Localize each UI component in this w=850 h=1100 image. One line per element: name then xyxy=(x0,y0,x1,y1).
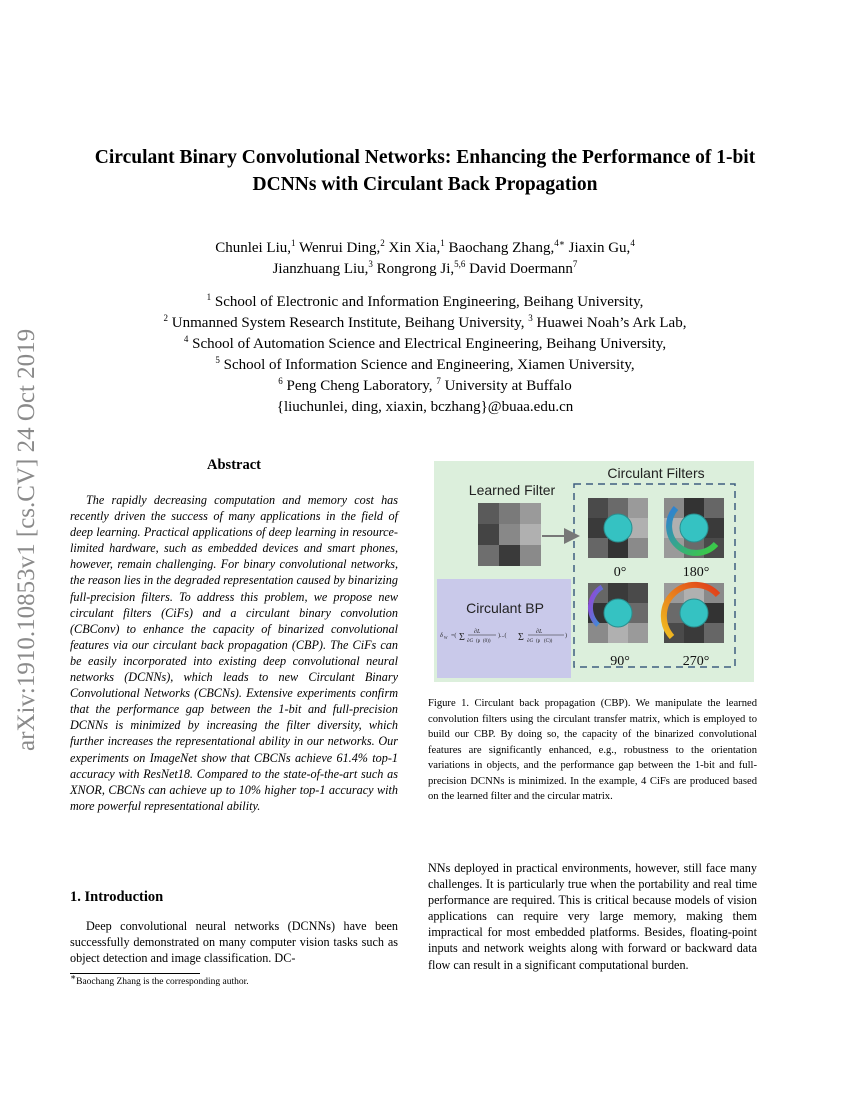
affiliation-text: School of Automation Science and Electrical Engineering, Beihang University, xyxy=(192,336,667,352)
svg-text:(p: (p xyxy=(536,639,541,644)
figure-caption: Figure 1. Circulant back propagation (CBP). We manipulate the learned convolution filters using the circulant transfer matrix, which is employed to build our CBP. By doing so, the capacity of the binarized convolutional features are significantly enhanced, e.g., robustness to the orientation variations in objects, and the performance gap between the 1-bit and full-precision DCNNs is minimized. In the example, 4 CiFs are produced based on the learned filter and the circular matrix. xyxy=(428,698,757,802)
svg-text:(0)): (0)) xyxy=(483,639,491,644)
author-sup: 1 xyxy=(291,238,296,248)
author-sup: 4∗ xyxy=(554,238,565,248)
affiliation-line xyxy=(70,376,780,397)
svg-text:(C)): (C)) xyxy=(544,639,553,644)
svg-text:=(: =( xyxy=(451,633,457,639)
affiliation-line xyxy=(70,313,780,334)
filter-center-circle xyxy=(680,514,708,542)
circulant-filters-label: Circulant Filters xyxy=(607,465,705,481)
footnote xyxy=(70,972,249,988)
footnote-divider xyxy=(70,973,200,974)
author-name: Rongrong Ji, xyxy=(376,261,455,277)
author-line-1 xyxy=(70,238,780,259)
filter-270 xyxy=(664,583,724,643)
author-name: Xin Xia, xyxy=(388,240,441,256)
affiliation-text: University at Buffalo xyxy=(444,378,572,394)
affiliation-sup: 6 xyxy=(278,376,283,386)
intro-paragraph: Deep convolutional neural networks (DCNNs) have been successfully demonstrated on many computer vision tasks such as object detection and image classification. DC- xyxy=(70,919,398,966)
affiliations xyxy=(70,292,780,418)
affiliation-sup: 3 xyxy=(528,313,533,323)
title-line-2: DCNNs with Circulant Back Propagation xyxy=(252,174,598,195)
author-list xyxy=(70,238,780,280)
svg-text:Σ: Σ xyxy=(518,632,524,643)
circulant-bp-box xyxy=(437,579,571,678)
footnote-sup: ∗ xyxy=(70,972,77,982)
affiliation-line xyxy=(70,292,780,313)
affiliation-text: Peng Cheng Laboratory, xyxy=(286,378,433,394)
svg-text:)...(: )...( xyxy=(498,633,507,639)
affiliation-text: School of Information Science and Engineering, Xiamen University, xyxy=(223,357,635,373)
svg-text:∂L: ∂L xyxy=(474,629,481,635)
affiliation-sup: 5 xyxy=(215,355,220,365)
filter-center-circle xyxy=(604,514,632,542)
svg-text:∂G: ∂G xyxy=(467,639,474,644)
author-sup: 7 xyxy=(572,259,578,269)
abstract-heading: Abstract xyxy=(207,457,261,473)
author-line-2 xyxy=(70,259,780,280)
filter-180 xyxy=(664,498,724,558)
angle-label-270: 270° xyxy=(682,654,710,669)
author-sup: 5,6 xyxy=(454,259,466,269)
email-line: {liuchunlei, ding, xiaxin, bczhang}@buaa.edu.cn xyxy=(276,399,574,415)
angle-label-0: 0° xyxy=(613,565,627,580)
abstract-body xyxy=(70,492,398,814)
filter-center-circle xyxy=(604,599,632,627)
author-sup: 3 xyxy=(368,259,373,269)
figure-1-diagram xyxy=(434,461,754,682)
paper-title xyxy=(70,144,780,198)
affiliation-sup: 2 xyxy=(163,313,169,323)
author-name: Jianzhuang Liu, xyxy=(272,261,369,277)
learned-filter-label: Learned Filter xyxy=(468,482,556,498)
svg-text:∂G: ∂G xyxy=(527,639,534,644)
title-line-1: Circulant Binary Convolutional Networks: Enhancing the Performance of 1-bit xyxy=(94,147,756,168)
affiliation-text: Huawei Noah’s Ark Lab, xyxy=(536,315,687,331)
affiliation-sup: 4 xyxy=(183,334,189,344)
author-name: David Doermann xyxy=(469,261,573,277)
section-heading-introduction: 1. Introduction xyxy=(70,889,164,905)
filter-center-circle xyxy=(680,599,708,627)
author-name: Chunlei Liu, xyxy=(215,240,292,256)
author-name: Baochang Zhang, xyxy=(448,240,555,256)
arxiv-identifier: arXiv:1910.10853v1 [cs.CV] 24 Oct 2019 xyxy=(13,328,40,751)
affiliation-sup: 1 xyxy=(206,292,212,302)
right-paragraph: NNs deployed in practical environments, however, still face many challenges. It is particularly true when the portability and real time performance are required. This is critical because models of vision applications can require very large memory, making them impractical for most embedded platforms. Besides, floating-point inputs and network weights along with forward or backward data flow can result in a significant computational burden. xyxy=(428,861,757,972)
filter-90 xyxy=(588,583,648,643)
angle-label-90: 90° xyxy=(610,654,630,669)
svg-text:(p: (p xyxy=(476,639,481,644)
affiliation-text: Unmanned System Research Institute, Beihang University, xyxy=(171,315,525,331)
affiliation-line xyxy=(70,334,780,355)
affiliation-sup: 7 xyxy=(436,376,441,386)
author-sup: 1 xyxy=(440,238,445,248)
svg-text:W: W xyxy=(444,635,448,640)
learned-filter-grid xyxy=(478,503,541,566)
affiliation-text: School of Electronic and Information Engineering, Beihang University, xyxy=(214,294,644,310)
svg-text:∂L: ∂L xyxy=(536,629,543,635)
svg-text:Σ: Σ xyxy=(459,632,465,643)
introduction-body xyxy=(70,918,398,966)
svg-text:δ: δ xyxy=(440,633,443,639)
right-column-body xyxy=(428,860,757,973)
abstract-paragraph: The rapidly decreasing computation and memory cost has recently driven the success of many applications in the field of deep learning. Practical applications of deep learning in resource-limited hardware, such as embedded devices and smart phones, however, remain challenging. For binary convolutional networks, the reason lies in the degraded representation caused by binarizing full-precision filters. To address this problem, we propose new circulant filters (CiFs) and a circulant binary convolution (CBConv) to enhance the capacity of binarized convolutional features via our circulant back propagation (CBP). The CiFs can be easily incorporated into existing deep convolutional neural networks (DCNNs), which leads to new Circulant Binary Convolutional Networks (CBCNs). Extensive experiments confirm that the performance gap between the 1-bit and full-precision DCNNs is minimized by increasing the filter diversity, which further increases the representational ability in our networks. Our experiments on ImageNet show that CBCNs achieve 61.4% top-1 accuracy with ResNet18. Compared to the state-of-the-art such as XNOR, CBCNs can achieve up to 10% higher top-1 accuracy with more powerful representational ability. xyxy=(70,493,398,813)
affiliation-line xyxy=(70,355,780,376)
author-sup: 4 xyxy=(630,238,635,248)
filter-0 xyxy=(588,498,648,558)
svg-text:): ) xyxy=(565,633,567,639)
footnote-text: Baochang Zhang is the corresponding author. xyxy=(76,977,249,988)
author-name: Wenrui Ding, xyxy=(299,240,381,256)
angle-label-180: 180° xyxy=(682,565,710,580)
author-sup: 2 xyxy=(380,238,385,248)
circulant-bp-label: Circulant BP xyxy=(466,600,544,616)
author-name: Jiaxin Gu, xyxy=(568,240,631,256)
